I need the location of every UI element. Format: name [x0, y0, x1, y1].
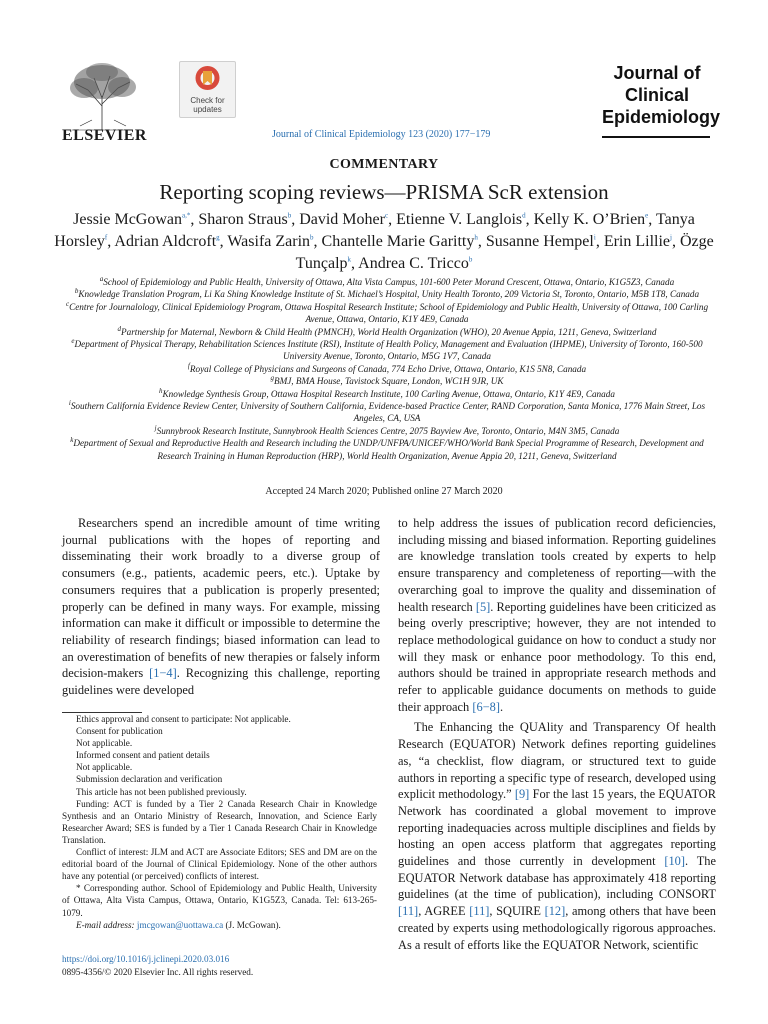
email-label: E-mail address:: [76, 919, 135, 930]
citation-link[interactable]: [11]: [469, 904, 490, 919]
elsevier-tree-logo: [62, 60, 142, 132]
affiliation: [60, 363, 714, 375]
body-column-left: [62, 515, 380, 699]
citation-link[interactable]: [9]: [514, 787, 530, 802]
author-name: Wasifa Zarin: [227, 233, 311, 250]
author-affiliation-marker[interactable]: i: [593, 233, 596, 242]
footnote-line: Ethics approval and consent to participate: Not applicable.: [76, 714, 291, 724]
affiliation-marker: k: [70, 436, 74, 445]
author-name: Özge Tunçalp: [295, 233, 714, 272]
affiliation-marker: i: [68, 399, 71, 407]
footnote-line: Submission declaration and verification: [76, 774, 223, 785]
footnote-line: Not applicable.: [76, 738, 133, 749]
affiliation-text: Knowledge Synthesis Group, Ottawa Hospital Research Institute, 100 Carling Avenue, Ottawa, Ontario, K1Y 4E9, Canada: [162, 388, 615, 399]
author-affiliation-marker[interactable]: f: [104, 233, 108, 242]
author-name: Susanne Hempel: [485, 233, 594, 250]
affiliation: [60, 338, 714, 363]
email-link[interactable]: jmcgowan@uottawa.ca: [136, 919, 224, 930]
affiliation-marker: h: [159, 386, 163, 395]
footnote-line: Not applicable.: [76, 762, 133, 773]
funding-note: Funding: ACT is funded by a Tier 2 Canada Research Chair in Knowledge Synthesis and an Ontario Ministry of Research, Innovation, and Science Early Researcher Award; SES is funded by a Tier 1 Canada Research Chair in Knowledge Translation.: [62, 798, 377, 845]
author-affiliation-marker[interactable]: a,*: [182, 211, 191, 220]
author-list: Jessie McGowan$^{a,*}$, Sharon Straus$^b$, David Moher$^c$, Etienne V. Langlois$^d$, Kelly K. O’Brien$^e$, Tanya Horsley$^f$, Adrian Aldcroft$^g$, Wasifa Zarin$^b$, Chantelle Marie Garitty$^h$, Susanne Hempel$^i$, Erin Lillie$^j$, Özge Tunçalp$^k$, Andrea C. Tricco$^b$: [54, 211, 714, 272]
author-name: David Moher: [299, 211, 385, 228]
author-name: Kelly K. O’Brien: [533, 211, 646, 228]
accepted-date: Accepted 24 March 2020; Published online 27 March 2020: [265, 486, 503, 497]
affiliation-marker: b: [74, 287, 79, 296]
author-affiliation-marker[interactable]: h: [474, 233, 478, 242]
author-name: Andrea C. Tricco: [358, 255, 469, 272]
affiliation-marker: g: [270, 374, 274, 383]
journal-logo: [602, 62, 721, 128]
affiliation-marker: e: [71, 336, 75, 345]
author-affiliation-marker[interactable]: g: [216, 233, 220, 242]
text-run: For the last 15 years, the EQUATOR Network has coordinated a global movement to improve reporting inadequacies across multiple disciplines and fields by hosting an open access platform that aggregates reporting guidelines and those currently in development: [398, 787, 716, 869]
check-for-updates-badge[interactable]: [179, 61, 236, 118]
text-run: . Reporting guidelines have been criticized as being overly prescriptive; however, they are not intended to replace methodological guidance on how to conduct a study nor will they mask or enhance poor methodology. To this end, authors should be trained in appropriate research methods and refer to applicable guidance documents on methods to guide their approach: [398, 599, 716, 714]
author-affiliation-marker[interactable]: b: [287, 211, 292, 220]
affiliation-marker: f: [187, 361, 190, 370]
author-affiliation-marker[interactable]: e: [645, 211, 649, 220]
affiliation-text: Department of Physical Therapy, Rehabilitation Sciences Institute (RSI), Institute of Health Policy, Management and Evaluation (IHPME), University of Toronto, 160-500 University Avenue, Toronto, Ontario, M5G 1V7, Canada: [74, 339, 703, 362]
author-name: Sharon Straus: [198, 211, 288, 228]
page-header: [0, 0, 768, 150]
text-run: .: [499, 699, 504, 714]
text-run: . The EQUATOR Network database has approximately 418 reporting guidelines (at the time of publication), including CONSORT: [398, 854, 716, 902]
publisher-name: ELSEVIER: [62, 127, 147, 144]
conflict-note: Conflict of interest: JLM and ACT are Associate Editors; SES and DM are on the editorial board of the Journal of Clinical Epidemiology. None of the other authors have any potential (or perceived) conflicts of interest.: [62, 847, 377, 882]
affiliation-text: BMJ, BMA House, Tavistock Square, London, WC1H 9JR, UK: [273, 376, 504, 387]
journal-logo-rule: [602, 136, 710, 138]
footnotes: [62, 713, 377, 931]
footnote-line: Consent for publication: [76, 726, 163, 737]
continued-paragraph: [398, 515, 716, 715]
citation-link[interactable]: [6−8]: [472, 699, 500, 714]
author-affiliation-marker[interactable]: b: [468, 255, 473, 264]
author-affiliation-marker[interactable]: d: [522, 211, 526, 220]
journal-logo-line-3: Epidemiology: [602, 107, 721, 127]
citation-link[interactable]: [12]: [544, 904, 566, 919]
doi-link[interactable]: https://doi.org/10.1016/j.jclinepi.2020.03.016: [62, 954, 230, 964]
footnote-line: Informed consent and patient details: [76, 750, 210, 761]
text-run: , AGREE: [418, 904, 470, 919]
author-affiliation-marker[interactable]: k: [347, 255, 352, 264]
author-name: Adrian Aldcroft: [114, 233, 217, 250]
copyright-line: 0895-4356/© 2020 Elsevier Inc. All rights reserved.: [62, 967, 254, 977]
text-run: to help address the issues of publication record deficiencies, including missing and biased information. Reporting guidelines are knowledge translation tools created by experts to help ensure transparency and completeness of reporting—with the overarching goal to improve the quality and dissemination of health research: [398, 516, 716, 614]
article-title: Reporting scoping reviews—PRISMA ScR extension: [159, 180, 609, 204]
text-run: The Enhancing the QUAlity and Transparency Of health Research (EQUATOR) Network defines reporting guidelines as, “a checklist, flow diagram, or structured text to guide authors in reporting a specific type of research, developed using explicit methodology.”: [398, 720, 716, 802]
affiliation-marker: j: [154, 423, 157, 432]
affiliation: [60, 288, 714, 300]
affiliation-text: School of Epidemiology and Public Health, University of Ottawa, Alta Vista Campus, 101-600 Peter Morand Crescent, Ottawa, Ontario, K1G5Z3, Canada: [103, 277, 675, 287]
footnote-line: This article has not been published previously.: [76, 786, 247, 797]
article-type: COMMENTARY: [329, 157, 439, 172]
citation-link[interactable]: [10]: [664, 854, 686, 869]
email-note: [62, 919, 377, 931]
corresponding-author-note: * Corresponding author. School of Epidemiology and Public Health, University of Ottawa, Alta Vista Campus, Ottawa, Ontario, K1G5Z3, Canada. Tel: 613-265-1079.: [62, 883, 377, 918]
author-name: Erin Lillie: [603, 233, 671, 250]
check-for-updates-label: Check for updates: [190, 96, 225, 114]
affiliation-text: Knowledge Translation Program, Li Ka Shing Knowledge Institute of St. Michael’s Hospital, Unity Health Toronto, 209 Victoria St, Toronto, Ontario, M5B 1T8, Canada: [78, 289, 700, 300]
citation-link[interactable]: [11]: [398, 904, 419, 919]
affiliation-marker: c: [65, 299, 70, 308]
citation-link[interactable]: [5]: [475, 599, 491, 614]
author-name: Tanya Horsley: [54, 211, 695, 250]
text-run: , among others that have been created by experts using methodologically rigorous approaches. As a result of efforts like the EQUATOR Network, scientific: [398, 904, 716, 952]
affiliation-marker: a: [99, 274, 104, 283]
text-run: Researchers spend an incredible amount of time writing journal publications with the hopes of reporting and disseminating their work broadly to a diverse group of consumers (e.g., patients, academic peers, etc.). Uptake by consumers requires that a publication is properly presented; properly can be defined in many ways. For example, missing information can make it difficult or impossible to determine the reliability of research findings; biased information can lead to an overestimation of benefits of new therapies or falsely inform decision-makers: [62, 516, 380, 681]
author-name: Jessie McGowan: [73, 211, 183, 228]
affiliation-text: Sunnybrook Research Institute, Sunnybrook Health Sciences Centre, 2075 Bayview Ave, Toronto, Ontario, M4N 3M5, Canada: [156, 425, 620, 436]
author-affiliation-marker[interactable]: b: [310, 233, 314, 242]
body-column-right: [398, 515, 716, 953]
affiliation-text: Royal College of Physicians and Surgeons of Canada, 774 Echo Drive, Ottawa, Ontario, K1S 5N8, Canada: [189, 363, 587, 374]
journal-logo-line-1: Journal of: [613, 63, 701, 83]
bookmark-icon: [194, 65, 221, 95]
affiliation-list: [60, 276, 714, 462]
affiliation: [60, 388, 714, 400]
text-run: , SQUIRE: [489, 904, 545, 919]
email-suffix: (J. McGowan).: [225, 919, 281, 930]
affiliation: [60, 425, 714, 437]
author-name: Chantelle Marie Garitty: [321, 233, 475, 250]
citation-link[interactable]: [1−4]: [149, 666, 177, 681]
journal-citation[interactable]: Journal of Clinical Epidemiology 123 (2020) 177−179: [272, 129, 491, 140]
affiliation: [60, 276, 714, 288]
affiliation-marker: d: [117, 324, 121, 333]
affiliation-text: Southern California Evidence Review Center, University of Southern California, Evidence-based Practice Center, RAND Corporation, Santa Monica, 1776 Main Street, Los Angeles, CA, USA: [70, 401, 706, 424]
equator-paragraph: [398, 719, 716, 953]
affiliation: [60, 301, 714, 326]
text-run: . Recognizing this challenge, reporting guidelines were developed: [62, 666, 380, 698]
author-name: Etienne V. Langlois: [396, 211, 523, 228]
intro-paragraph: [62, 515, 380, 699]
affiliation: [60, 400, 714, 425]
affiliation: [60, 437, 714, 462]
author-affiliation-marker[interactable]: c: [384, 211, 389, 220]
journal-logo-line-2: Clinical: [624, 85, 690, 105]
affiliation-text: Department of Sexual and Reproductive Health and Research including the UNDP/UNFPA/UNICEF/WHO/World Bank Special Programme of Research, Development and Research Training in Human Reproduction (HRP), World Health Organization, Avenue Appia 20, 1211, Geneva, Switzerland: [73, 438, 704, 461]
affiliation-text: Centre for Journalology, Clinical Epidemiology Program, Ottawa Hospital Research Institute; School of Epidemiology and Public Health, University of Ottawa, 100 Carling Avenue, Ottawa, Ontario, K1Y 4E9, Canada: [69, 301, 709, 325]
affiliation-text: Partnership for Maternal, Newborn & Child Health (PMNCH), World Health Organization (WHO), 20 Avenue Appia, 1211, Geneva, Switzerland: [121, 326, 657, 337]
affiliation: [60, 326, 714, 338]
author-affiliation-marker[interactable]: j: [670, 233, 672, 242]
